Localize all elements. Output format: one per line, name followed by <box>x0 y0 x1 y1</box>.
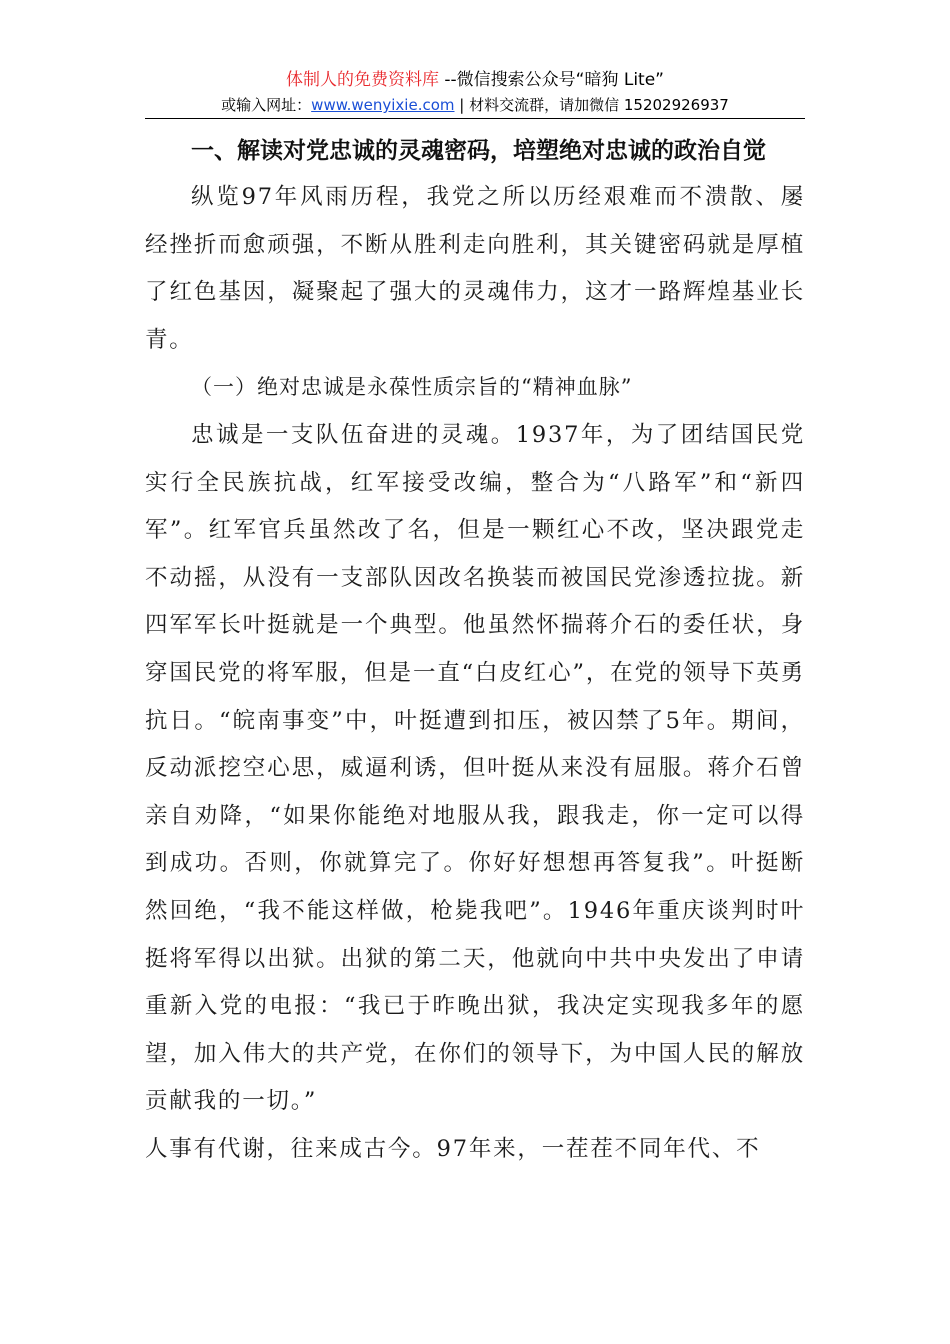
header-divider <box>145 118 805 119</box>
site-prefix: 或输入网址： <box>221 96 312 114</box>
header-contact-line <box>0 94 950 116</box>
section-heading: 一、解读对党忠诚的灵魂密码，培塑绝对忠诚的政治自觉 <box>191 138 766 164</box>
contact-info: | 材料交流群，请加微信 15202926937 <box>454 96 729 114</box>
header-banner <box>0 68 950 92</box>
paragraph-continuation: 人事有代谢，往来成古今。97年来，一茬茬不同年代、不 <box>145 1135 761 1162</box>
document-body <box>145 128 805 1173</box>
subsection-heading: （一）绝对忠诚是永葆性质宗旨的“精神血脉” <box>191 375 633 400</box>
site-link[interactable]: www.wenyixie.com <box>311 96 455 114</box>
paragraph-intro: 纵览97年风雨历程，我党之所以历经艰难而不溃散、屡经挫折而愈顽强，不断从胜利走向胜利，其关键密码就是厚植了红色基因，凝聚起了强大的灵魂伟力，这才一路辉煌基业长青。 <box>145 184 805 353</box>
paragraph-loyalty: 忠诚是一支队伍奋进的灵魂。1937年，为了团结国民党实行全民族抗战，红军接受改编，整合为“八路军”和“新四军”。红军官兵虽然改了名，但是一颗红心不改，坚决跟党走不动摇，从没有一支部队因改名换装而被国民党渗透拉拢。新四军军长叶挺就是一个典型。他虽然怀揣蒋介石的委任状，身穿国民党的将军服，但是一直“白皮红心”，在党的领导下英勇抗日。“皖南事变”中，叶挺遭到扣压，被囚禁了5年。期间，反动派挖空心思，威逼利诱，但叶挺从来没有屈服。蒋介石曾亲自劝降，“如果你能绝对地服从我，跟我走，你一定可以得到成功。否则，你就算完了。你好好想想再答复我”。叶挺断然回绝，“我不能这样做，枪毙我吧”。1946年重庆谈判时叶挺将军得以出狱。出狱的第二天，他就向中共中央发出了申请重新入党的电报：“我已于昨晚出狱，我决定实现我多年的愿望，加入伟大的共产党，在你们的领导下，为中国人民的解放贡献我的一切。” <box>145 421 805 1115</box>
header-tagline: --微信搜索公众号“暗狗 Lite” <box>438 70 664 90</box>
brand-title: 体制人的免费资料库 <box>285 70 439 90</box>
